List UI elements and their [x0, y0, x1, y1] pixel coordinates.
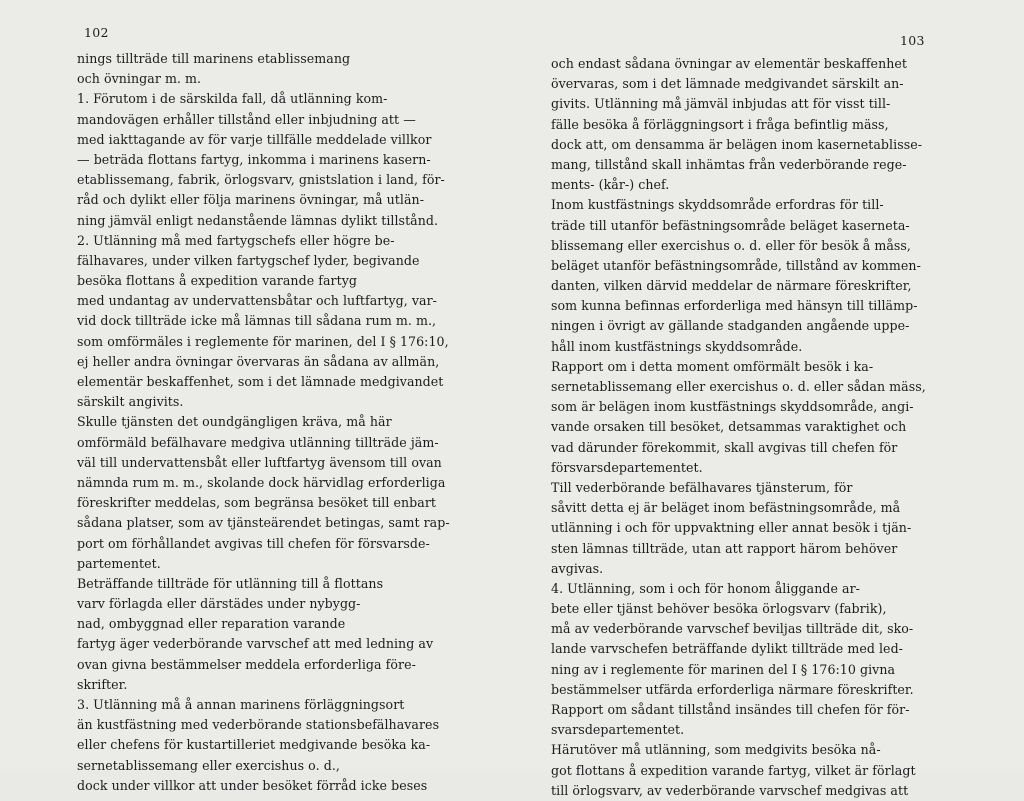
- text-line: omförmäld befälhavare medgiva utlänning tillträde jäm-: [77, 434, 439, 450]
- text-line: 2. Utlänning må med fartygschefs eller högre be-: [77, 232, 395, 248]
- right-page-text: [551, 54, 949, 801]
- text-line: etablissemang, fabrik, örlogsvarv, gnistslation i land, för-: [77, 172, 445, 188]
- text-line: ningen i övrigt av gällande stadganden angående uppe-: [551, 318, 910, 334]
- left-page-text: [77, 49, 465, 796]
- text-line: fälhavares, under vilken fartygschef lyder, begivande: [77, 252, 420, 268]
- text-line: got flottans å expedition varande fartyg, vilket är förlagt: [551, 762, 916, 778]
- text-line: dock under villkor att under besöket förråd icke beses: [77, 777, 428, 793]
- text-line: elementär beskaffenhet, som i det lämnade medgivandet: [77, 374, 444, 389]
- text-line: avgivas.: [551, 560, 604, 576]
- text-line: danten, vilken därvid meddelar de närmare föreskrifter,: [551, 278, 912, 294]
- text-line: skrifter.: [77, 676, 128, 692]
- text-line: mang, tillstånd skall inhämtas från vederbörande rege-: [551, 156, 907, 172]
- text-line: och endast sådana övningar av elementär beskaffenhet: [551, 56, 907, 71]
- text-line: fartyg äger vederbörande varvschef att med ledning av: [77, 636, 434, 652]
- text-line: vad därunder förekommit, skall avgivas till chefen för: [551, 439, 898, 455]
- text-line: bestämmelser utfärda erforderliga närmare föreskrifter.: [551, 681, 914, 697]
- text-line: särskilt angivits.: [77, 394, 184, 410]
- text-line: försvarsdepartementet.: [551, 459, 703, 475]
- text-line: sten lämnas tillträde, utan att rapport härom behöver: [551, 540, 898, 556]
- text-line: blissemang eller exercishus o. d. eller för besök å måss,: [551, 237, 911, 253]
- text-line: än kustfästning med vederbörande stationsbefälhavares: [77, 717, 440, 733]
- text-line: nämnda rum m. m., skolande dock härvidlag erforderliga: [77, 474, 446, 490]
- text-line: som är belägen inom kustfästnings skyddsområde, angi-: [551, 399, 914, 415]
- text-line: föreskrifter meddelas, som begränsa besöket till enbart: [77, 495, 437, 511]
- text-line: ej heller andra övningar övervaras än sådana av allmän,: [77, 353, 440, 369]
- text-line: vid dock tillträde icke må lämnas till sådana rum m. m.,: [77, 313, 437, 329]
- text-line: till örlogsvarv, av vederbörande varvschef medgivas att: [551, 782, 909, 798]
- text-line: och övningar m. m.: [77, 71, 202, 87]
- text-line: Härutöver må utlänning, som medgivits besöka nå-: [551, 742, 881, 758]
- text-line: som kunna befinnas erforderliga med hänsyn till tillämp-: [551, 298, 918, 314]
- text-line: nad, ombyggnad eller reparation varande: [77, 616, 346, 632]
- text-line: partementet.: [77, 555, 161, 571]
- text-line: sernetablissemang eller exercishus o. d. eller sådan mäss,: [551, 379, 926, 394]
- text-line: Inom kustfästnings skyddsområde erfordras för till-: [551, 197, 884, 213]
- text-line: utlänning i och för uppvaktning eller annat besök i tjän-: [551, 520, 912, 536]
- text-line: med undantag av undervattensbåtar och luftfartyg, var-: [77, 293, 437, 309]
- text-line: port om förhållandet avgivas till chefen för försvarsde-: [77, 535, 430, 551]
- text-line: sådana platser, som av tjänsteärendet betingas, samt rap-: [77, 515, 450, 531]
- text-line: mandovägen erhåller tillstånd eller inbjudning att —: [77, 111, 416, 127]
- text-line: håll inom kustfästnings skyddsområde.: [551, 338, 803, 354]
- text-line: — beträda flottans fartyg, inkomma i marinens kasern-: [77, 151, 431, 167]
- text-line: ning jämväl enligt nedanstående lämnas dylikt tillstånd.: [77, 212, 439, 228]
- text-line: varv förlagda eller därstädes under nybygg-: [77, 596, 361, 612]
- text-line: träde till utanför befästningsområde beläget kaserneta-: [551, 217, 910, 233]
- text-line: lande varvschefen beträffande dylikt tillträde med led-: [551, 641, 903, 657]
- text-line: må av vederbörande varvschef beviljas tillträde dit, sko-: [551, 621, 914, 637]
- page-number: 103: [900, 33, 925, 48]
- text-line: beläget utanför befästningsområde, tillstånd av kommen-: [551, 257, 921, 273]
- text-line: råd och dylikt eller följa marinens övningar, må utlän-: [77, 192, 425, 208]
- right-page: [512, 0, 1024, 798]
- text-line: sernetablissemang eller exercishus o. d.,: [77, 757, 340, 773]
- text-line: fälle besöka å förläggningsort i fråga befintlig mäss,: [551, 116, 889, 132]
- text-line: nings tillträde till marinens etablissemang: [77, 51, 351, 66]
- text-line: besöka flottans å expedition varande fartyg: [77, 273, 357, 289]
- text-line: övervaras, som i det lämnade medgivandet särskilt an-: [551, 76, 904, 92]
- text-line: väl till undervattensbåt eller luftfartyg ävensom till ovan: [77, 454, 442, 470]
- text-line: Skulle tjänsten det oundgängligen kräva, må här: [77, 414, 392, 430]
- text-line: dock att, om densamma är belägen inom kasernetablisse-: [551, 136, 923, 152]
- text-line: Beträffande tillträde för utlänning till å flottans: [77, 575, 384, 591]
- text-line: eller chefens för kustartilleriet medgivande besöka ka-: [77, 737, 431, 753]
- text-line: ning av i reglemente för marinen del I § 176:10 givna: [551, 661, 896, 677]
- text-line: 1. Förutom i de särskilda fall, då utlänning kom-: [77, 91, 388, 107]
- text-line: svarsdepartementet.: [551, 722, 685, 738]
- text-line: Rapport om i detta moment omförmält besök i ka-: [551, 358, 874, 374]
- text-line: som omförmäles i reglemente för marinen, del I § 176:10,: [77, 333, 449, 349]
- text-line: Rapport om sådant tillstånd insändes till chefen för för-: [551, 702, 910, 717]
- text-line: med iakttagande av för varje tillfälle meddelade villkor: [77, 131, 432, 147]
- text-line: ments- (kår-) chef.: [551, 177, 670, 193]
- text-line: 3. Utlänning må å annan marinens förläggningsort: [77, 697, 405, 712]
- text-line: givits. Utlänning må jämväl inbjudas att för visst till-: [551, 96, 891, 112]
- left-page: [0, 0, 512, 793]
- text-line: bete eller tjänst behöver besöka örlogsvarv (fabrik),: [551, 601, 887, 617]
- text-line: såvitt detta ej är beläget inom befästningsområde, må: [551, 500, 901, 516]
- text-line: vande orsaken till besöket, detsammas varaktighet och: [551, 419, 907, 435]
- page-number: 102: [84, 25, 109, 40]
- text-line: 4. Utlänning, som i och för honom åliggande ar-: [551, 580, 860, 596]
- text-line: Till vederbörande befälhavares tjänsterum, för: [551, 479, 853, 495]
- text-line: ovan givna bestämmelser meddela erforderliga före-: [77, 656, 416, 672]
